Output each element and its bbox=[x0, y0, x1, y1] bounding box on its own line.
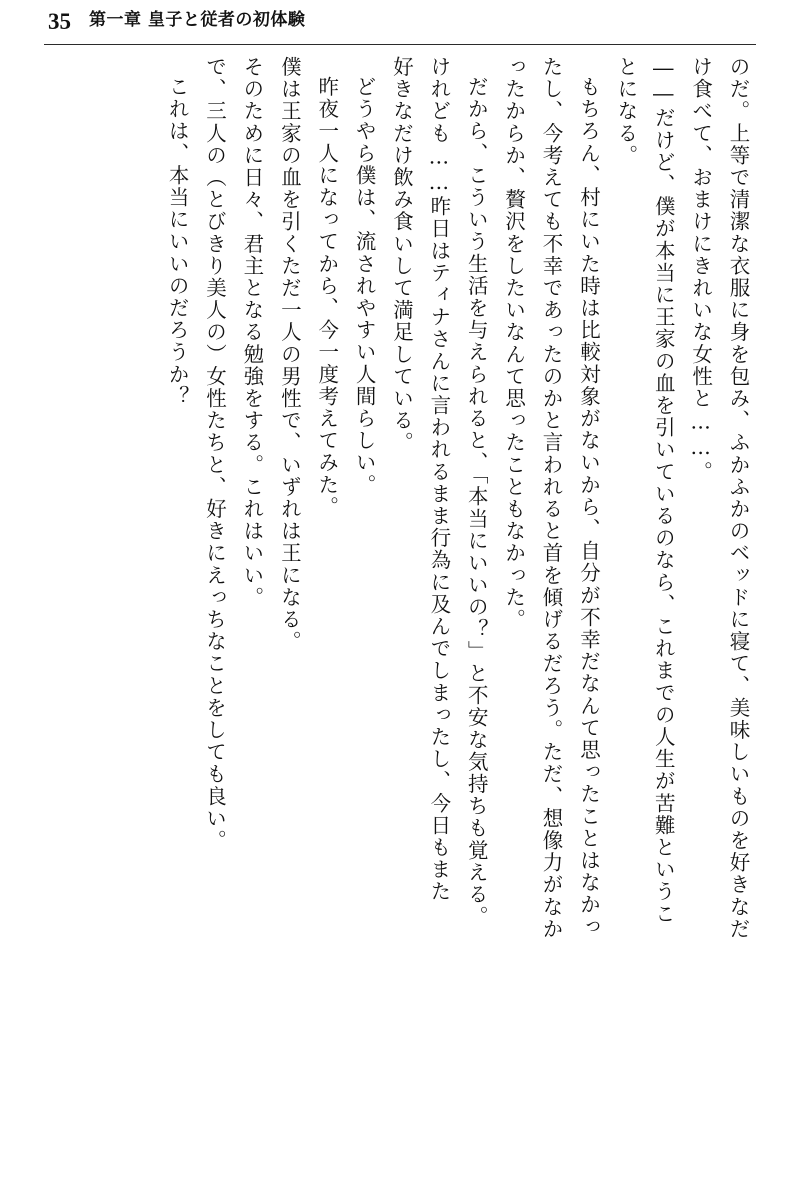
text-column: たし、今考えても不幸であったのかと言われると首を傾げるだろう。ただ、想像力がなか bbox=[539, 56, 564, 940]
text-column: これは、本当にいいのだろうか？ bbox=[165, 76, 190, 408]
header-divider bbox=[44, 44, 756, 45]
text-column: もちろん、村にいた時は比較対象がないから、自分が不幸だなんて思ったことはなかっ bbox=[576, 76, 601, 938]
text-column: どうやら僕は、流されやすい人間らしい。 bbox=[352, 76, 377, 496]
text-column: け食べて、おまけにきれいな女性と……。 bbox=[688, 56, 713, 483]
text-column: ――だけど、僕が本当に王家の血を引いているのなら、これまでの人生が苦難というこ bbox=[651, 56, 676, 925]
text-column: で、三人の（とびきり美人の）女性たちと、好きにえっちなことをしても良い。 bbox=[202, 56, 227, 852]
text-column: だから、こういう生活を与えられると、「本当にいいの？」と不安な気持ちも覚える。 bbox=[464, 76, 489, 928]
chapter-title: 第一章 皇子と従者の初体験 bbox=[89, 10, 306, 30]
text-column: とになる。 bbox=[613, 56, 638, 167]
text-column: ったからか、贅沢をしたいなんて思ったこともなかった。 bbox=[501, 56, 526, 631]
page-header bbox=[48, 10, 752, 44]
text-column: 好きなだけ飲み食いして満足している。 bbox=[389, 56, 414, 454]
text-column: のだ。上等で清潔な衣服に身を包み、ふかふかのベッドに寝て、美味しいものを好きなだ bbox=[726, 56, 750, 940]
page-number: 35 bbox=[48, 9, 71, 34]
text-column: 昨夜一人になってから、今一度考えてみた。 bbox=[314, 76, 339, 518]
text-column: そのために日々、君主となる勉強をする。これはいい。 bbox=[239, 56, 264, 609]
text-column: けれども……昨日はティナさんに言われるまま行為に及んでしまったし、今日もまた bbox=[426, 56, 451, 903]
text-column: 僕は王家の血を引くただ一人の男性で、いずれは王になる。 bbox=[277, 56, 302, 653]
page-body bbox=[52, 56, 748, 1164]
